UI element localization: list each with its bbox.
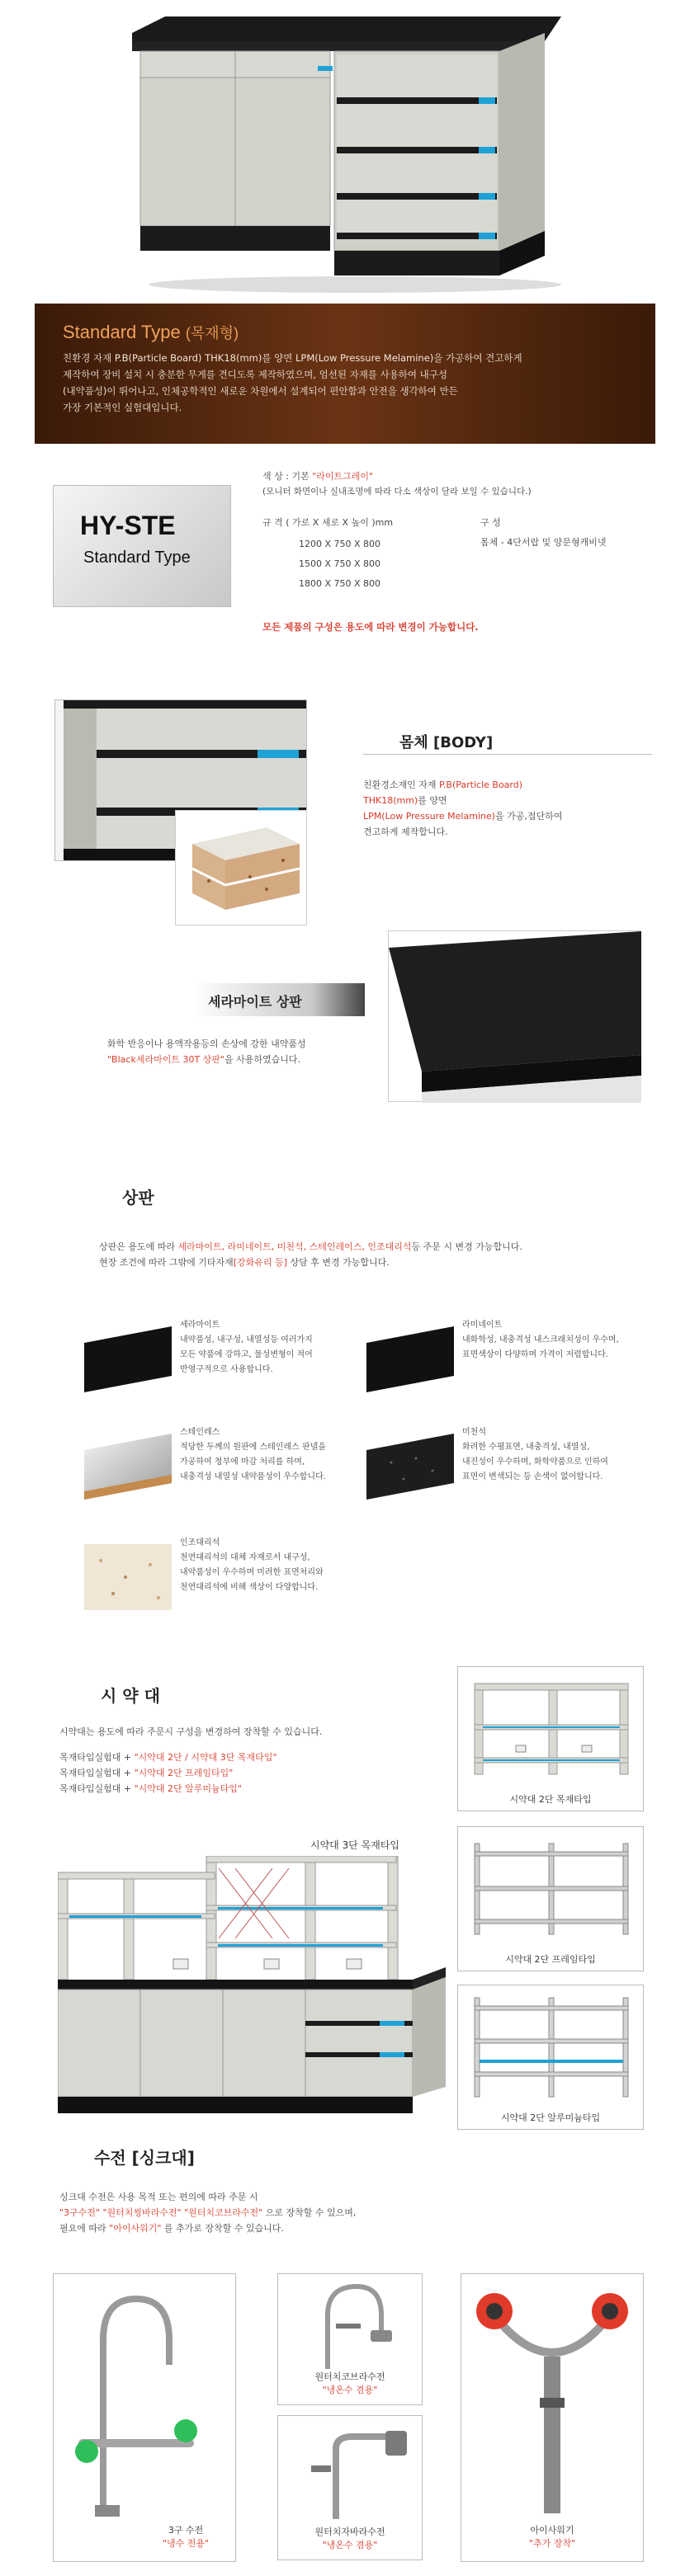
color-label: 색 상 : 기본	[262, 471, 310, 482]
eye-washer-photo	[461, 2273, 644, 2562]
material-desc: 내진성이 우수하며, 화학약품으로 인하여	[462, 1458, 608, 1467]
composition-label: 구 성	[480, 517, 501, 528]
material-swatch	[366, 1434, 454, 1500]
top-text: 상담 후 변경 가능합니다.	[290, 1257, 390, 1268]
sink-text-highlight: "아이사워기"	[109, 2223, 162, 2234]
material-swatch	[84, 1544, 172, 1610]
material-desc: 천연대리석에 비해 색상이 다양합니다.	[180, 1583, 319, 1592]
reagent-lab-photo	[58, 1856, 454, 2120]
reagent-option-base: 목재타입실험대 +	[59, 1752, 132, 1763]
banner-title-kr: (목재형)	[185, 325, 239, 341]
material-artificial-marble	[84, 1536, 365, 1627]
material-swatch	[366, 1326, 454, 1392]
ceramic-text: 을 사용하였습니다.	[224, 1054, 300, 1065]
reagent-text: 시약대는 용도에 따라 주문시 구성을 변경하여 장착할 수 있습니다.	[59, 1726, 323, 1737]
body-text-highlight: P.B(Particle Board)	[439, 779, 523, 790]
reagent-option-base: 목재타입실험대 +	[59, 1768, 132, 1778]
reagent-option: "시약대 2단 / 시약대 3단 목재타입"	[134, 1752, 277, 1763]
body-text: 견고하게 제작합니다.	[363, 826, 448, 837]
material-desc: 표면이 변색되는 등 손색이 없어합니다.	[462, 1472, 603, 1481]
faucet-pullout-photo	[277, 2415, 423, 2560]
sink-text: 으로 장착할 수 있으며,	[265, 2207, 357, 2218]
body-title-underline	[363, 754, 652, 755]
material-desc: 반영구적으로 사용합니다.	[180, 1365, 273, 1374]
sink-text-highlight: "3구수전" "원터치씽바라수전" "원터치코브라수전"	[59, 2207, 263, 2218]
reagent-option: "시약대 2단 알루미늄타입"	[134, 1783, 242, 1794]
ceramic-title-bar	[191, 983, 365, 1016]
banner-desc-line: 친환경 자재 P.B(Particle Board) THK18(mm)를 양면 LPM(Low Pressure Melamine)을 가공하여 견고하게	[63, 352, 522, 364]
banner-desc-line: 가장 기본적인 실험대입니다.	[63, 402, 182, 413]
sink-text: 를 추가로 장착할 수 있습니다.	[163, 2223, 284, 2234]
sink-section-title: 수전 [싱크대]	[94, 2148, 195, 2168]
material-name: 세라마이트	[180, 1321, 220, 1330]
body-section-title: 몸체 [BODY]	[399, 734, 494, 751]
faucet-sub: "냉수 전용"	[162, 2538, 210, 2549]
size-item: 1500 X 750 X 800	[299, 558, 381, 569]
material-laminate	[366, 1318, 680, 1409]
size-item: 1200 X 750 X 800	[299, 539, 381, 549]
ceramic-text: 화학 반응이나 용액작용등의 손상에 강한 내약품성	[107, 1038, 306, 1049]
material-ceramite	[84, 1318, 365, 1409]
material-granite	[366, 1425, 680, 1516]
reagent-option-base: 목재타입실험대 +	[59, 1783, 132, 1794]
material-name: 인조대리석	[180, 1538, 220, 1547]
banner-desc-line: (내약품성)이 뛰어나고, 인체공학적인 새로운 차원에서 설계되어 편안함과 안전을 생각하여 만든	[63, 385, 458, 397]
material-name: 라미네이트	[462, 1321, 503, 1330]
body-text: 를 양면	[418, 795, 447, 806]
faucet-name: 3구 수전	[168, 2525, 204, 2536]
ceramic-title: 세라마이트 상판	[208, 994, 302, 1010]
standard-type-banner	[35, 304, 655, 444]
body-text-highlight: THK18(mm)	[363, 795, 418, 806]
reagent-caption: 시약대 2단 알루미늄타입	[500, 2112, 601, 2123]
top-text-highlight: [강화유리 등]	[233, 1257, 287, 1268]
material-swatch	[84, 1326, 172, 1392]
material-desc: 모든 약품에 강하고, 물성변형이 적어	[180, 1350, 313, 1359]
banner-desc-line: 제작하여 장비 설치 시 충분한 무게를 견디도록 제작하였으며, 엄선된 자재를 사용하여 내구성	[63, 369, 448, 380]
top-text: 등 주문 시 변경 가능합니다.	[411, 1241, 522, 1252]
material-desc: 천연대리석의 대체 자재로서 내구성,	[180, 1553, 310, 1562]
color-value: "라이트그레이"	[312, 471, 374, 482]
material-desc: 화려한 수평표면, 내충격성, 내열성,	[462, 1443, 590, 1452]
material-desc: 내약품성이 우수하며 미려한 표면처리와	[180, 1568, 324, 1577]
hero-product-image	[116, 0, 578, 297]
faucet-3way-photo	[53, 2273, 236, 2562]
faucet-sub: "냉온수 겸용"	[322, 2540, 378, 2550]
configuration-note: 모든 제품의 구성은 용도에 따라 변경이 가능합니다.	[262, 621, 479, 633]
reagent-section-title: 시 약 대	[101, 1686, 160, 1706]
top-text: 상판은 용도에 따라	[99, 1241, 176, 1252]
size-label: 규 격 ( 가로 X 세로 X 높이 )mm	[262, 517, 394, 528]
material-desc: 표면색상이 다양하며 가격이 저렴합니다.	[462, 1350, 608, 1359]
faucet-name: 원터치자바라수전	[314, 2527, 385, 2537]
reagent-2tier-wood-photo	[457, 1666, 644, 1811]
reagent-caption: 시약대 2단 프레임타입	[505, 1954, 596, 1965]
material-name: 미천석	[462, 1428, 486, 1437]
sink-text: 필요에 따라	[59, 2223, 106, 2234]
material-desc: 내충격성 내열성 내약품성이 우수합니다.	[180, 1472, 326, 1481]
model-subtitle: Standard Type	[83, 549, 191, 567]
material-desc: 내약품성, 내구성, 내열성등 여러가지	[180, 1335, 313, 1345]
reagent-option: "시약대 2단 프레임타입"	[134, 1768, 234, 1778]
faucet-sub: "냉온수 겸용"	[322, 2385, 378, 2395]
top-text: 현장 조건에 따라 그밖에 기타자재	[99, 1257, 234, 1268]
faucet-sub: "추가 장착"	[528, 2538, 576, 2549]
faucet-cobra-photo	[277, 2273, 423, 2405]
banner-title: Standard Type	[63, 322, 181, 342]
material-desc: 내화학성, 내충격성 내스크래치성이 우수며,	[462, 1335, 619, 1345]
body-text-highlight: LPM(Low Pressure Melamine)	[363, 811, 496, 822]
material-name: 스테인레스	[180, 1428, 220, 1437]
ceramic-top-photo	[388, 930, 640, 1102]
body-text: 친환경소재인 자재	[363, 779, 437, 790]
ceramic-text-highlight: "Black세라마이트 30T 상판"	[107, 1054, 224, 1065]
color-note: (모니터 화면이나 실내조명에 따라 다소 색상이 달라 보일 수 있습니다.)	[262, 487, 532, 497]
reagent-3tier-label: 시약대 3단 목재타입	[310, 1839, 400, 1851]
reagent-caption: 시약대 2단 목재타입	[509, 1794, 592, 1805]
size-item: 1800 X 750 X 800	[299, 578, 381, 589]
body-text: 을 가공,접단하여	[495, 811, 563, 822]
top-section-title: 상판	[122, 1188, 154, 1208]
top-text-highlight: 세라마이트, 라미네이트, 미천석, 스테인레이스, 인조대리석	[177, 1241, 412, 1252]
composition-value: 몸체 - 4단서랍 및 양문형캐비넷	[480, 537, 607, 548]
material-stainless	[84, 1425, 365, 1516]
material-desc: 적당한 두께의 원판에 스테인레스 판넬을	[180, 1443, 326, 1452]
faucet-name: 원터치코브라수전	[314, 2371, 385, 2382]
sink-text: 싱크대 수전은 사용 목적 또는 편의에 따라 주문 시	[59, 2192, 258, 2202]
particle-board-photo	[175, 810, 307, 925]
reagent-2tier-frame-photo	[457, 1826, 644, 1971]
material-swatch	[84, 1434, 172, 1500]
material-desc: 가공하여 청부에 마감 처리를 하며,	[180, 1458, 305, 1467]
faucet-name: 아이사워기	[530, 2525, 574, 2536]
reagent-2tier-aluminum-photo	[457, 1985, 644, 2130]
model-badge	[53, 485, 231, 607]
model-name: HY-STE	[80, 511, 176, 540]
